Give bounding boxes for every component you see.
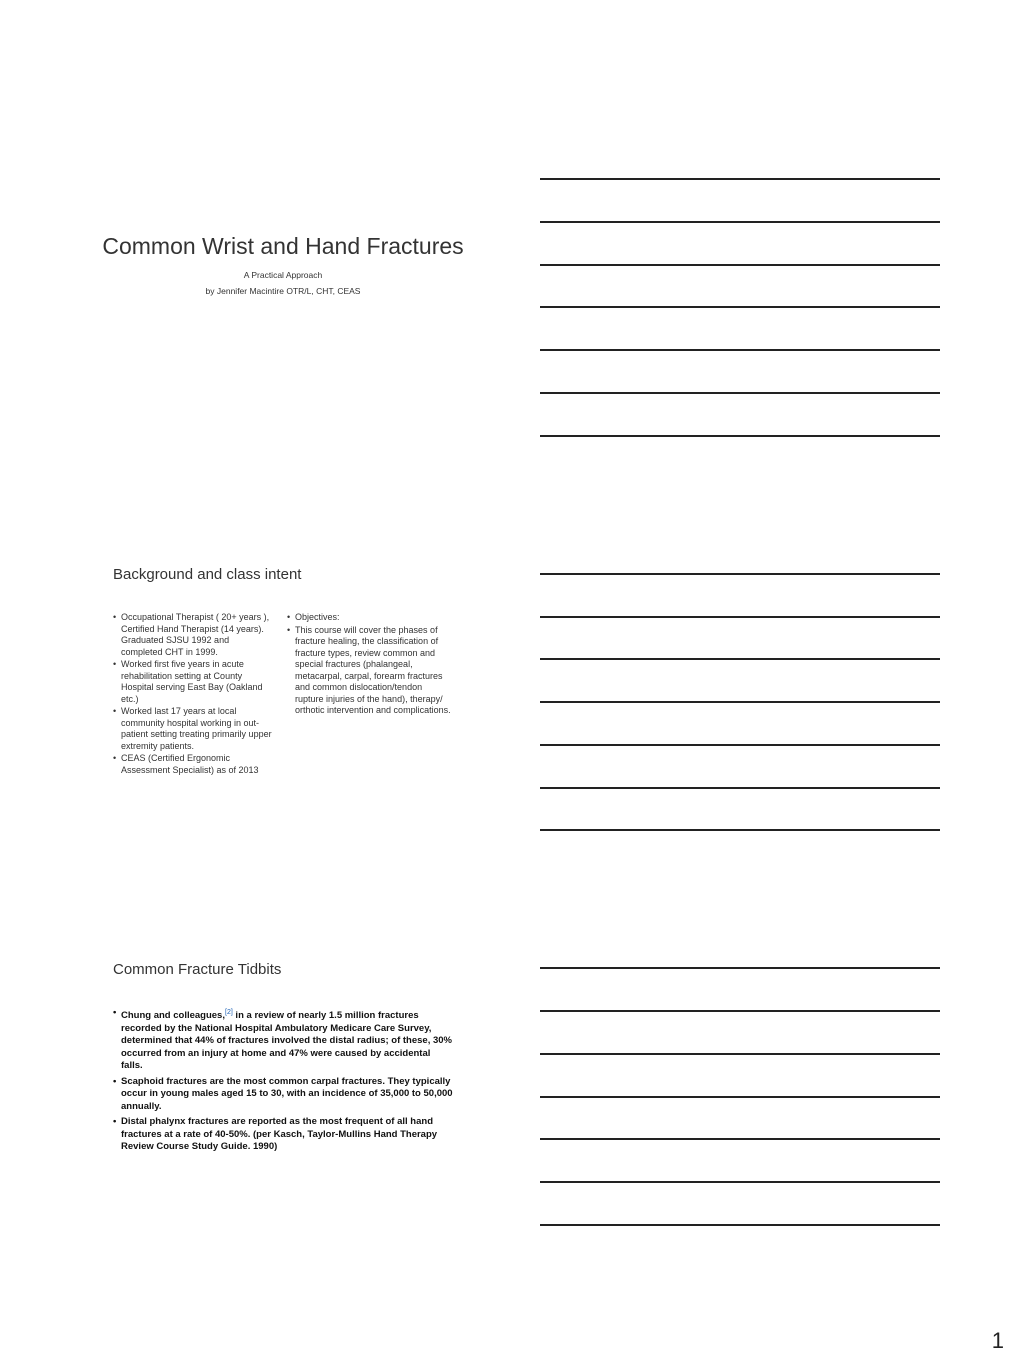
slide-2-left-column — [113, 612, 273, 777]
note-line — [540, 744, 940, 746]
citation-link[interactable]: [2] — [225, 1009, 233, 1016]
slide-1 — [100, 110, 466, 410]
note-line — [540, 701, 940, 703]
slide-1-subtitle: A Practical Approach — [243, 270, 323, 280]
list-item: • CEAS (Certified Ergonomic Assessment Specialist) as of 2013 — [113, 753, 273, 776]
list-item: • This course will cover the phases of fracture healing, the classification of fracture types, review common and special fractures (phalangeal, metacarpal, carpal, forearm fractures and common dislocation/tendon rupture injuries of the hand), therapy/ orthotic intervention and complications. — [287, 625, 453, 717]
slide-2 — [100, 560, 466, 860]
note-line — [540, 1181, 940, 1183]
note-line — [540, 787, 940, 789]
slide-1-title: Common Wrist and Hand Fractures — [102, 233, 464, 259]
note-line — [540, 178, 940, 180]
note-line — [540, 349, 940, 351]
list-item: • Worked first five years in acute rehabilitation setting at County Hospital serving East Bay (Oakland etc.) — [113, 659, 273, 705]
list-item: • Distal phalynx fractures are reported as the most frequent of all hand fractures at a rate of 40-50%. (per Kasch, Taylor-Mullins Hand Therapy Review Course Study Guide. 1990) — [113, 1116, 453, 1154]
note-line — [540, 829, 940, 831]
note-line — [540, 967, 940, 969]
note-line — [540, 1096, 940, 1098]
note-line — [540, 306, 940, 308]
list-item: • Objectives: — [287, 612, 453, 624]
note-line — [540, 392, 940, 394]
slide-3-body — [113, 1007, 453, 1157]
note-line — [540, 435, 940, 437]
note-line — [540, 616, 940, 618]
list-item — [113, 1007, 453, 1073]
note-line — [540, 1010, 940, 1012]
bullet-1-lead: Chung and colleagues, — [121, 1010, 225, 1022]
note-line — [540, 1224, 940, 1226]
note-line — [540, 264, 940, 266]
list-item: • Worked last 17 years at local community hospital working in out-patient setting treating primarily upper extremity patients. — [113, 706, 273, 752]
list-item: • Occupational Therapist ( 20+ years ), Certified Hand Therapist (14 years). Graduated SJSU 1992 and completed CHT in 1999. — [113, 612, 273, 658]
note-line — [540, 573, 940, 575]
note-line — [540, 221, 940, 223]
bullet-1-text: in a review of nearly 1.5 million fractures recorded by the National Hospital Ambulatory Medicare Care Survey, determined that 44% of fractures involved the distal radius; of these, 30% occurred from an injury at home and 47% were caused by accidental falls. — [121, 1010, 453, 1072]
slide-2-title: Background and class intent — [113, 566, 302, 583]
slide-3 — [100, 955, 466, 1255]
page-number: 1 — [991, 1328, 1004, 1353]
note-line — [540, 658, 940, 660]
slide-2-right-column — [287, 612, 453, 718]
slide-3-title: Common Fracture Tidbits — [113, 961, 282, 978]
slide-1-author: by Jennifer Macintire OTR/L, CHT, CEAS — [205, 286, 361, 296]
note-line — [540, 1138, 940, 1140]
note-line — [540, 1053, 940, 1055]
list-item: • Scaphoid fractures are the most common carpal fractures. They typically occur in young males aged 15 to 30, with an incidence of 35,000 to 50,000 annually. — [113, 1076, 453, 1114]
